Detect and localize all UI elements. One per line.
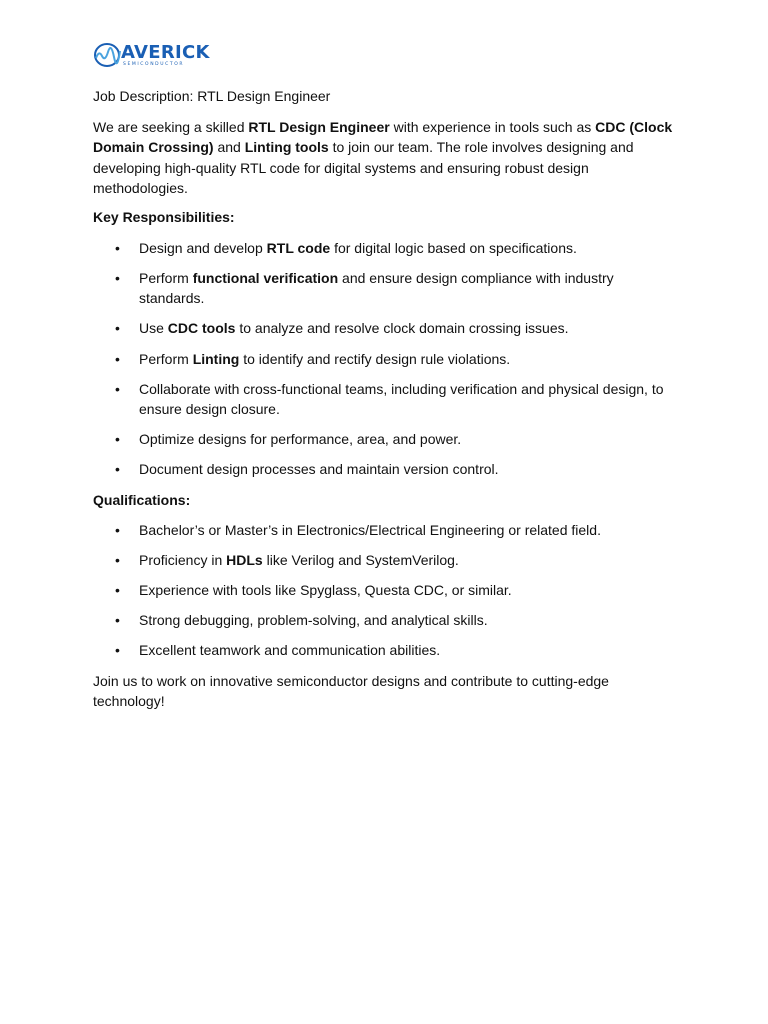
closing-paragraph: Join us to work on innovative semiconductor designs and contribute to cutting-edge technology! (93, 673, 609, 710)
list-item (93, 580, 678, 600)
item-text: Strong debugging, problem-solving, and analytical skills. (139, 611, 488, 628)
logo-wave-icon (93, 40, 123, 70)
item-text: Use (139, 320, 168, 337)
bullet-icon: • (115, 431, 120, 448)
item-text: and ensure design compliance with industry standards. (139, 270, 614, 307)
bullet-icon: • (115, 350, 120, 367)
bullet-icon: • (115, 551, 120, 568)
intro-paragraph (93, 117, 678, 198)
qualifications-heading: Qualifications: (93, 492, 191, 508)
intro-text: We are seeking a skilled (93, 119, 249, 135)
bullet-icon: • (115, 611, 120, 628)
item-bold: CDC tools (167, 320, 236, 337)
qualifications-list (93, 520, 678, 670)
bullet-icon: • (115, 522, 120, 538)
list-item (93, 379, 678, 420)
item-text: to identify and rectify design rule violations. (239, 350, 511, 367)
company-logo (93, 40, 210, 70)
item-text: Perform (139, 350, 193, 367)
bullet-icon: • (115, 581, 120, 598)
bullet-icon: • (115, 320, 120, 337)
intro-text: to join our team. The role involves designing and developing high-quality RTL code for digital systems and ensuring robust design methodologies. (93, 139, 634, 196)
item-bold: HDLs (226, 551, 263, 568)
item-bold: functional verification (192, 270, 339, 287)
intro-text: and (213, 139, 245, 156)
list-item (93, 238, 678, 258)
bullet-icon: • (115, 270, 120, 287)
intro-bold: Linting tools (244, 139, 329, 156)
list-item (93, 268, 678, 309)
item-text: Excellent teamwork and communication abilities. (139, 641, 441, 658)
list-item (93, 429, 678, 449)
document-title: Job Description: RTL Design Engineer (93, 88, 331, 104)
item-text: Design and develop (139, 240, 267, 256)
logo-subtitle: SEMICONDUCTOR (123, 62, 185, 67)
list-item (93, 349, 678, 369)
intro-bold: CDC (Clock Domain Crossing) (93, 119, 673, 156)
item-text: Bachelor’s or Master’s in Electronics/Electrical Engineering or related field. (139, 522, 601, 538)
intro-text: with experience in tools such as (389, 119, 596, 135)
item-text: Proficiency in (139, 551, 227, 568)
item-bold: RTL code (266, 240, 331, 256)
list-item (93, 640, 678, 660)
bullet-icon: • (115, 240, 120, 256)
bullet-icon: • (115, 641, 120, 658)
item-text: Optimize designs for performance, area, and power. (139, 431, 462, 448)
responsibilities-heading: Key Responsibilities: (93, 209, 235, 225)
list-item (93, 520, 678, 540)
logo-wordmark: AVERICK (121, 42, 210, 63)
item-text: to analyze and resolve clock domain crossing issues. (235, 320, 569, 337)
item-text: Document design processes and maintain version control. (139, 461, 499, 478)
responsibilities-list (93, 238, 678, 489)
bullet-icon: • (115, 461, 120, 478)
intro-bold: RTL Design Engineer (248, 119, 390, 135)
list-item (93, 550, 678, 570)
list-item (93, 610, 678, 630)
item-bold: Linting (192, 350, 240, 367)
list-item (93, 459, 678, 479)
item-text: Experience with tools like Spyglass, Questa CDC, or similar. (139, 581, 512, 598)
list-item (93, 318, 678, 338)
item-text: Collaborate with cross-functional teams, including verification and physical design, to ensure design closure. (139, 380, 664, 417)
item-text: for digital logic based on specifications. (330, 240, 577, 256)
bullet-icon: • (115, 380, 120, 397)
item-text: Perform (139, 270, 193, 287)
item-text: like Verilog and SystemVerilog. (262, 551, 459, 568)
